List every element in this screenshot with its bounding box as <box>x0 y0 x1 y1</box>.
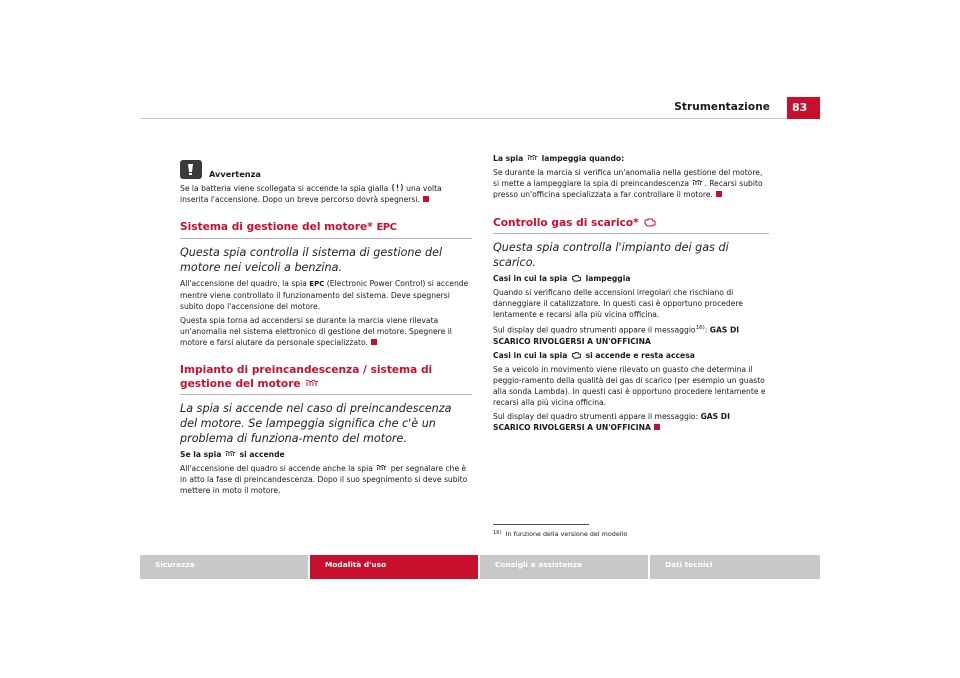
paragraph: Se a veicolo in movimento viene rilevato un guasto che determina il peggio-ramento della qualità dei gas di scarico (per esempio un guasto alla sonda Lambda). In questi casi è opportuno procedere lentamente e recarsi alla più vicina officina. <box>493 364 766 407</box>
section-lead: Questa spia controlla il sistema di gestione del motore nei veicoli a benzina. <box>180 246 443 274</box>
paragraph: Sul display del quadro strumenti appare il messaggio: GAS DI SCARICO RIVOLGERSI A UN'OFFICINA <box>493 411 730 432</box>
end-marker <box>423 196 429 202</box>
engine-check-icon <box>643 217 657 227</box>
page-number: 83 <box>787 97 820 119</box>
glow-plug-icon <box>305 379 319 388</box>
footer-tab-dati-tecnici[interactable]: Dati tecnici <box>650 555 820 579</box>
end-marker <box>371 339 377 345</box>
section-title-engine-management: Sistema di gestione del motore* EPC <box>180 220 472 239</box>
section-title-exhaust-control: Controllo gas di scarico* <box>493 216 769 234</box>
right-column <box>493 153 769 436</box>
glow-plug-icon <box>527 154 538 162</box>
header-rule <box>140 118 820 119</box>
warning-title: Avvertenza <box>209 169 261 179</box>
footnote-rule <box>493 524 589 525</box>
warning-text: Se la batteria viene scollegata si accende la spia gialla una volta inserita l'accensione. Dopo un breve percorso dovrà spegnersi. <box>180 184 442 204</box>
subheading: La spia lampeggia quando: <box>493 154 625 163</box>
battery-warning-icon <box>392 183 403 192</box>
engine-check-icon <box>571 351 582 359</box>
paragraph: Quando si verificano delle accensioni irregolari che rischiano di danneggiare il catalizzatore. In questi casi è opportuno procedere lentamente e recarsi alla più vicina officina. <box>493 288 743 319</box>
epc-icon: EPC <box>309 280 325 288</box>
section-lead: La spia si accende nel caso di preincandescenza del motore. Se lampeggia significa che c'è un problema di funziona-mento del motore. <box>180 402 452 445</box>
display-message: GAS DI SCARICO RIVOLGERSI A UN'OFFICINA <box>493 325 740 346</box>
section-lead: Questa spia controlla l'impianto dei gas di scarico. <box>493 241 729 269</box>
footer-tab-consigli-assistenza[interactable]: Consigli e assistenza <box>480 555 648 579</box>
glow-plug-icon <box>225 450 236 458</box>
subheading: Casi in cui la spia si accende e resta accesa <box>493 350 695 360</box>
end-marker <box>716 191 722 197</box>
left-column <box>180 160 472 499</box>
glow-plug-icon <box>692 179 703 187</box>
footnote: $^{16)}$ In funzione della versione del modello <box>493 530 628 538</box>
warning-hand-icon <box>180 160 202 179</box>
paragraph: Sul display del quadro strumenti appare il messaggio$^{16)}$: GAS DI SCARICO RIVOLGERSI A UN'OFFICINA <box>493 325 740 346</box>
footnote-ref: 16) <box>695 325 705 331</box>
footer-tab-modalita-duso[interactable]: Modalità d'uso <box>310 555 478 579</box>
warning-header <box>180 160 472 179</box>
subheading: Casi in cui la spia lampeggia <box>493 274 631 283</box>
display-message: GAS DI SCARICO RIVOLGERSI A UN'OFFICINA <box>493 411 730 432</box>
paragraph: All'accensione del quadro, la spia EPC (Electronic Power Control) si accende mentre viene controllato il funzionamento del sistema. Deve spegnersi subito dopo l'accensione del motore. <box>180 279 469 311</box>
paragraph: Questa spia torna ad accendersi se durante la marcia viene rilevata un'anomalia nel sistema elettronico di gestione del motore. Spegnere il motore e farsi aiutare da personale specializzato. <box>180 316 452 347</box>
glow-plug-icon <box>376 464 387 472</box>
section-title-glow-plug: Impianto di preincandescenza / sistema di gestione del motore <box>180 363 472 395</box>
subheading: Se la spia si accende <box>180 450 285 459</box>
end-marker <box>654 424 660 430</box>
page-title: Strumentazione <box>674 101 770 113</box>
paragraph: All'accensione del quadro si accende anche la spia per segnalare che è in atto la fase di preincandescenza. Dopo il suo spegnimento si deve subito mettere in moto il motore. <box>180 464 468 495</box>
footer-tab-sicurezza[interactable]: Sicurezza <box>140 555 308 579</box>
epc-icon: EPC <box>376 222 397 233</box>
paragraph: Se durante la marcia si verifica un'anomalia nella gestione del motore, si mette a lampeggiare la spia di preincandescenza . Recarsi subito presso un'officina specializzata a far controllare il motore. <box>493 168 763 199</box>
engine-check-icon <box>571 274 582 282</box>
